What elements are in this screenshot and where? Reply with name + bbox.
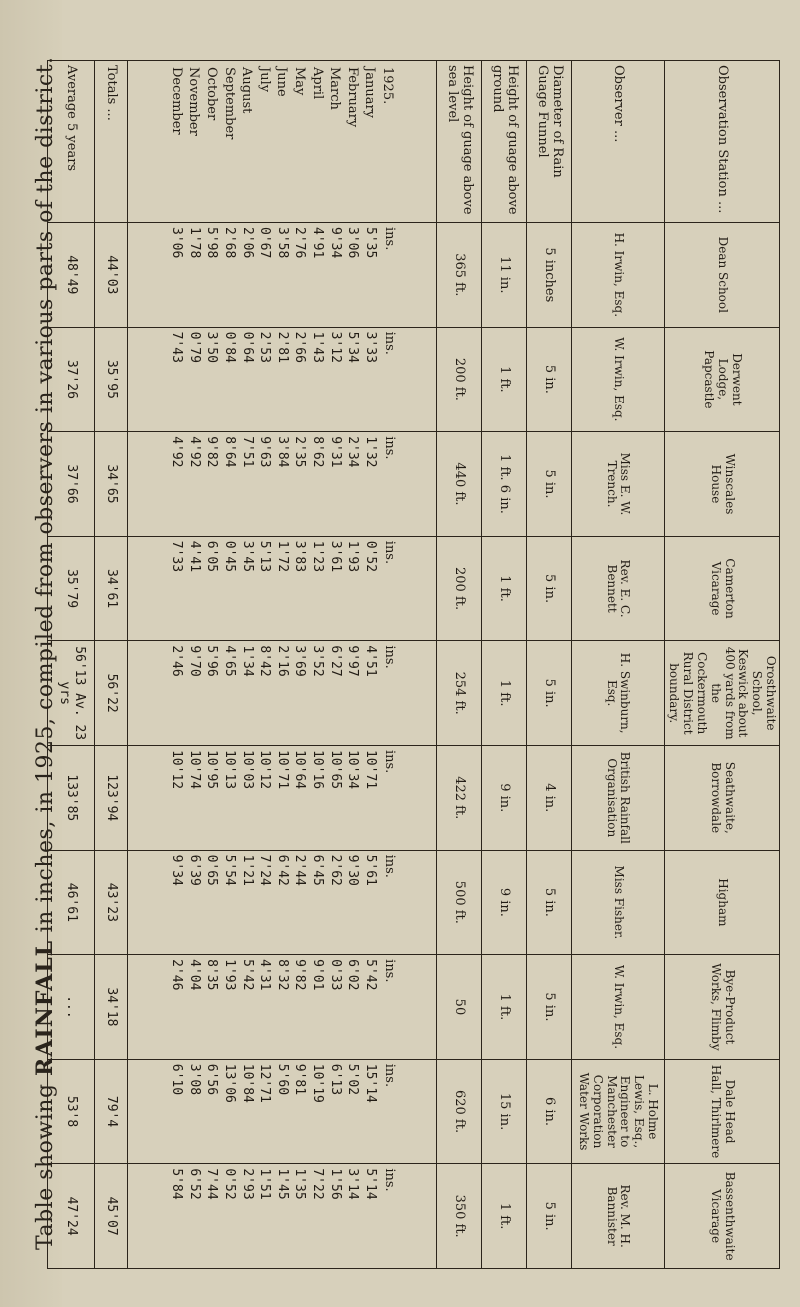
monthly-value: 3'45: [239, 540, 255, 573]
monthly-value: 9'34: [169, 854, 185, 886]
monthly-value: 2'53: [257, 331, 273, 363]
monthly-value: 15'14: [362, 1063, 378, 1103]
height-above-sea: 440 ft.: [436, 432, 481, 537]
monthly-value: 1'34: [239, 645, 255, 677]
monthly-value: 6'52: [186, 1168, 202, 1200]
observer-name: British Rainfall Organisation: [571, 745, 664, 850]
monthly-value: 10'71: [274, 749, 290, 790]
monthly-value: 1'51: [257, 1168, 273, 1200]
unit-label: ins.: [381, 959, 397, 983]
station-name: Dean School: [664, 223, 779, 328]
height-above-sea: 350 ft.: [436, 1164, 481, 1269]
monthly-values: [127, 223, 436, 328]
year-label: 1925.: [379, 67, 395, 105]
monthly-value: 9'82: [204, 436, 220, 468]
monthly-value: 3'83: [292, 540, 308, 573]
height-above-ground: 9 in.: [481, 850, 526, 955]
caption-suffix: in inches, in 1925, compiled from observers in various parts of the district.: [33, 56, 58, 933]
observer-name: Miss Fisher.: [571, 850, 664, 955]
monthly-value: 1'35: [292, 1168, 308, 1200]
month-label: March: [327, 67, 343, 110]
height-above-ground: 1 ft.: [481, 327, 526, 432]
monthly-value: 3'12: [327, 331, 343, 363]
observer-name: W. Irwin, Esq.: [571, 327, 664, 432]
monthly-value: 10'34: [345, 749, 361, 790]
month-label: September: [221, 67, 237, 140]
row-label-diameter: Diameter of Rain Guage Funnel: [526, 61, 571, 223]
height-above-sea: 500 ft.: [436, 850, 481, 955]
station-name: Camerton Vicarage: [664, 536, 779, 641]
monthly-value: 0'64: [239, 331, 255, 363]
monthly-value: 5'61: [362, 854, 378, 886]
month-label: August: [239, 67, 255, 114]
monthly-values: [127, 745, 436, 850]
monthly-value: 7'33: [169, 540, 185, 573]
monthly-values: [127, 536, 436, 641]
monthly-value: 0'33: [327, 959, 343, 991]
station-total: 123'94: [94, 745, 127, 850]
monthly-value: 0'45: [221, 540, 237, 573]
monthly-value: 2'68: [221, 227, 237, 259]
monthly-values: [127, 641, 436, 746]
monthly-value: 4'65: [221, 645, 237, 677]
station-name: Orosthwaite School, Keswick about 400 yards from the Cockermouth Rural District boundary.: [664, 641, 779, 746]
funnel-diameter: 5 in.: [526, 641, 571, 746]
monthly-value: 6'13: [327, 1063, 343, 1096]
monthly-values: [127, 327, 436, 432]
month-label: May: [292, 67, 308, 96]
monthly-value: 4'51: [362, 645, 378, 677]
monthly-value: 3'14: [345, 1168, 361, 1200]
monthly-value: 4'31: [257, 959, 273, 991]
monthly-values: [127, 432, 436, 537]
month-label: July: [256, 67, 272, 93]
monthly-value: 1'32: [362, 436, 378, 468]
monthly-value: 8'35: [204, 959, 220, 991]
station-average: 37'66: [47, 432, 94, 537]
funnel-diameter: 5 inches: [526, 223, 571, 328]
monthly-value: 6'05: [204, 540, 220, 573]
monthly-value: 10'12: [257, 749, 273, 790]
monthly-value: 6'10: [169, 1063, 185, 1096]
funnel-diameter: 5 in.: [526, 432, 571, 537]
monthly-value: 9'30: [345, 854, 361, 886]
station-average: 56'13 Av. 23 yrs: [47, 641, 94, 746]
monthly-value: 5'96: [204, 645, 220, 677]
monthly-value: 3'69: [292, 645, 308, 677]
monthly-value: 3'50: [204, 331, 220, 363]
monthly-value: 2'46: [169, 645, 185, 677]
station-name: Seathwaite, Borrowdale: [664, 745, 779, 850]
monthly-value: 7'22: [309, 1168, 325, 1200]
height-above-sea: 620 ft.: [436, 1059, 481, 1164]
monthly-value: 1'93: [345, 540, 361, 573]
month-labels: [127, 61, 436, 223]
monthly-value: 1'93: [221, 959, 237, 991]
monthly-value: 0'52: [221, 1168, 237, 1200]
monthly-value: 2'34: [345, 436, 361, 468]
unit-label: ins.: [381, 854, 397, 878]
monthly-value: 5'14: [362, 1168, 378, 1200]
station-total: 34'65: [94, 432, 127, 537]
unit-label: ins.: [381, 227, 397, 251]
monthly-value: 0'52: [362, 540, 378, 573]
station-name: Winscales House: [664, 432, 779, 537]
monthly-value: 2'76: [292, 227, 308, 259]
monthly-value: 0'79: [186, 331, 202, 363]
height-above-sea: 50: [436, 955, 481, 1060]
monthly-value: 3'06: [169, 227, 185, 259]
monthly-value: 8'62: [309, 436, 325, 468]
monthly-value: 7'44: [204, 1168, 220, 1200]
monthly-value: 5'02: [345, 1063, 361, 1096]
monthly-value: 2'46: [169, 959, 185, 991]
monthly-value: 2'16: [274, 645, 290, 677]
observer-name: L. Holme Lewis, Esq., Engineer to Manchester Corporation Water Works: [571, 1059, 664, 1164]
station-average: 47'24: [47, 1164, 94, 1269]
unit-label: ins.: [381, 1063, 397, 1088]
funnel-diameter: 5 in.: [526, 955, 571, 1060]
station-total: 34'18: [94, 955, 127, 1060]
monthly-values: [127, 850, 436, 955]
station-name: Derwent Lodge, Papcastle: [664, 327, 779, 432]
monthly-value: 10'74: [186, 749, 202, 790]
monthly-value: 10'71: [362, 749, 378, 790]
height-above-ground: 1 ft.: [481, 641, 526, 746]
monthly-value: 1'78: [186, 227, 202, 259]
station-total: 43'23: [94, 850, 127, 955]
monthly-value: 9'81: [292, 1063, 308, 1096]
height-above-ground: 1 ft. 6 in.: [481, 432, 526, 537]
monthly-value: 2'66: [292, 331, 308, 363]
row-label-height-sea: Height of guage above sea level: [436, 61, 481, 223]
monthly-value: 4'91: [309, 227, 325, 259]
station-total: 45'07: [94, 1164, 127, 1269]
monthly-value: 13'06: [221, 1063, 237, 1103]
monthly-value: 9'31: [327, 436, 343, 468]
monthly-value: 9'70: [186, 645, 202, 677]
monthly-value: 9'34: [327, 227, 343, 259]
monthly-value: 3'61: [327, 540, 343, 573]
monthly-value: 5'42: [239, 959, 255, 991]
monthly-value: 6'56: [204, 1063, 220, 1096]
monthly-value: 1'45: [274, 1168, 290, 1200]
monthly-value: 10'16: [309, 749, 325, 790]
height-above-ground: 11 in.: [481, 223, 526, 328]
monthly-value: 10'84: [239, 1063, 255, 1103]
monthly-value: 2'93: [239, 1168, 255, 1200]
monthly-value: 5'13: [257, 540, 273, 573]
rainfall-table: [47, 60, 780, 1269]
monthly-value: 5'98: [204, 227, 220, 259]
monthly-value: 10'13: [221, 749, 237, 790]
row-label-height-ground: Height of guage above ground: [481, 61, 526, 223]
height-above-ground: 15 in.: [481, 1059, 526, 1164]
monthly-value: 6'27: [327, 645, 343, 677]
station-name: Dale Head Hall, Thirlmere: [664, 1059, 779, 1164]
monthly-value: 5'42: [362, 959, 378, 991]
monthly-value: 9'63: [257, 436, 273, 468]
monthly-value: 2'35: [292, 436, 308, 468]
observer-name: H. Irwin, Esq.: [571, 223, 664, 328]
unit-label: ins.: [381, 645, 397, 669]
monthly-value: 10'64: [292, 749, 308, 790]
row-label-average: Average 5 years: [47, 61, 94, 223]
monthly-value: 10'65: [327, 749, 343, 790]
height-above-sea: 365 ft.: [436, 223, 481, 328]
monthly-value: 6'02: [345, 959, 361, 991]
monthly-value: 5'60: [274, 1063, 290, 1096]
funnel-diameter: 6 in.: [526, 1059, 571, 1164]
monthly-value: 1'43: [309, 331, 325, 363]
monthly-value: 0'67: [257, 227, 273, 259]
monthly-value: 6'39: [186, 854, 202, 886]
funnel-diameter: 5 in.: [526, 1164, 571, 1269]
monthly-value: 10'19: [309, 1063, 325, 1103]
monthly-value: 2'62: [327, 854, 343, 886]
monthly-value: 7'43: [169, 331, 185, 363]
height-above-sea: 254 ft.: [436, 641, 481, 746]
monthly-value: 3'52: [309, 645, 325, 677]
monthly-value: 5'84: [169, 1168, 185, 1200]
monthly-value: 12'71: [257, 1063, 273, 1103]
station-total: 56'22: [94, 641, 127, 746]
height-above-ground: 1 ft.: [481, 536, 526, 641]
caption-prefix: Table showing: [33, 1083, 58, 1250]
monthly-value: 1'56: [327, 1168, 343, 1200]
unit-label: ins.: [381, 1168, 397, 1192]
monthly-value: 4'04: [186, 959, 202, 991]
station-total: 44'03: [94, 223, 127, 328]
height-above-ground: 9 in.: [481, 745, 526, 850]
month-label: November: [186, 67, 202, 136]
funnel-diameter: 5 in.: [526, 850, 571, 955]
month-label: January: [362, 67, 378, 119]
monthly-value: 9'01: [309, 959, 325, 991]
funnel-diameter: 5 in.: [526, 327, 571, 432]
row-label-station: Observation Station ...: [664, 61, 779, 223]
monthly-value: 5'34: [345, 331, 361, 363]
monthly-value: 2'06: [239, 227, 255, 259]
station-average: 37'26: [47, 327, 94, 432]
monthly-value: 3'58: [274, 227, 290, 259]
monthly-value: 2'44: [292, 854, 308, 886]
month-label: October: [204, 67, 220, 121]
height-above-ground: 1 ft.: [481, 955, 526, 1060]
monthly-value: 3'06: [345, 227, 361, 259]
station-average: 48'49: [47, 223, 94, 328]
monthly-value: 2'81: [274, 331, 290, 363]
monthly-value: 4'92: [169, 436, 185, 468]
month-label: February: [344, 67, 360, 128]
monthly-value: 3'08: [186, 1063, 202, 1096]
height-above-sea: 422 ft.: [436, 745, 481, 850]
row-label-totals: Totals ...: [94, 61, 127, 223]
monthly-value: 8'32: [274, 959, 290, 991]
station-average: 35'79: [47, 536, 94, 641]
monthly-value: 10'12: [169, 749, 185, 790]
monthly-value: 5'54: [221, 854, 237, 886]
monthly-value: 7'24: [257, 854, 273, 886]
monthly-value: 7'51: [239, 436, 255, 468]
observer-name: H. Swinburn, Esq.: [571, 641, 664, 746]
monthly-value: 9'97: [345, 645, 361, 677]
station-average: 53'8: [47, 1059, 94, 1164]
unit-label: ins.: [381, 436, 397, 460]
station-total: 34'61: [94, 536, 127, 641]
height-above-ground: 1 ft.: [481, 1164, 526, 1269]
observer-name: W. Irwin, Esq.: [571, 955, 664, 1060]
unit-label: ins.: [381, 540, 397, 565]
station-total: 79'4: [94, 1059, 127, 1164]
monthly-value: 0'65: [204, 854, 220, 886]
monthly-values: [127, 1059, 436, 1164]
funnel-diameter: 5 in.: [526, 536, 571, 641]
observer-name: Miss E. W. Trench.: [571, 432, 664, 537]
monthly-value: 10'03: [239, 749, 255, 790]
monthly-value: 8'42: [257, 645, 273, 677]
station-name: Bassenthwaite Vicarage: [664, 1164, 779, 1269]
caption-emphasis: RAINFALL: [32, 939, 58, 1076]
station-name: Higham: [664, 850, 779, 955]
station-average: 133'85: [47, 745, 94, 850]
monthly-value: 1'21: [239, 854, 255, 886]
monthly-values: [127, 955, 436, 1060]
station-average: ...: [47, 955, 94, 1060]
observer-name: Rev. E. C. Bennett: [571, 536, 664, 641]
monthly-value: 8'64: [221, 436, 237, 468]
height-above-sea: 200 ft.: [436, 536, 481, 641]
unit-label: ins.: [381, 331, 397, 355]
monthly-value: 9'82: [292, 959, 308, 991]
height-above-sea: 200 ft.: [436, 327, 481, 432]
monthly-value: 4'41: [186, 540, 202, 573]
monthly-value: 3'84: [274, 436, 290, 468]
month-label: April: [309, 67, 325, 100]
month-label: June: [274, 67, 290, 97]
monthly-value: 6'42: [274, 854, 290, 886]
monthly-value: 1'23: [309, 540, 325, 573]
station-average: 46'61: [47, 850, 94, 955]
monthly-values: [127, 1164, 436, 1269]
row-label-observer: Observer ...: [571, 61, 664, 223]
unit-label: ins.: [381, 749, 397, 774]
station-total: 35'95: [94, 327, 127, 432]
monthly-value: 10'95: [204, 749, 220, 790]
monthly-value: 4'92: [186, 436, 202, 468]
monthly-value: 6'45: [309, 854, 325, 886]
funnel-diameter: 4 in.: [526, 745, 571, 850]
station-name: Bye-Product Works, Flimby: [664, 955, 779, 1060]
monthly-value: 0'84: [221, 331, 237, 363]
observer-name: Rev. M. H. Bannister: [571, 1164, 664, 1269]
monthly-value: 5'35: [362, 227, 378, 259]
monthly-value: 3'33: [362, 331, 378, 363]
month-label: December: [168, 67, 184, 135]
rainfall-table-wrapper: [56, 60, 780, 1268]
monthly-value: 1'72: [274, 540, 290, 573]
